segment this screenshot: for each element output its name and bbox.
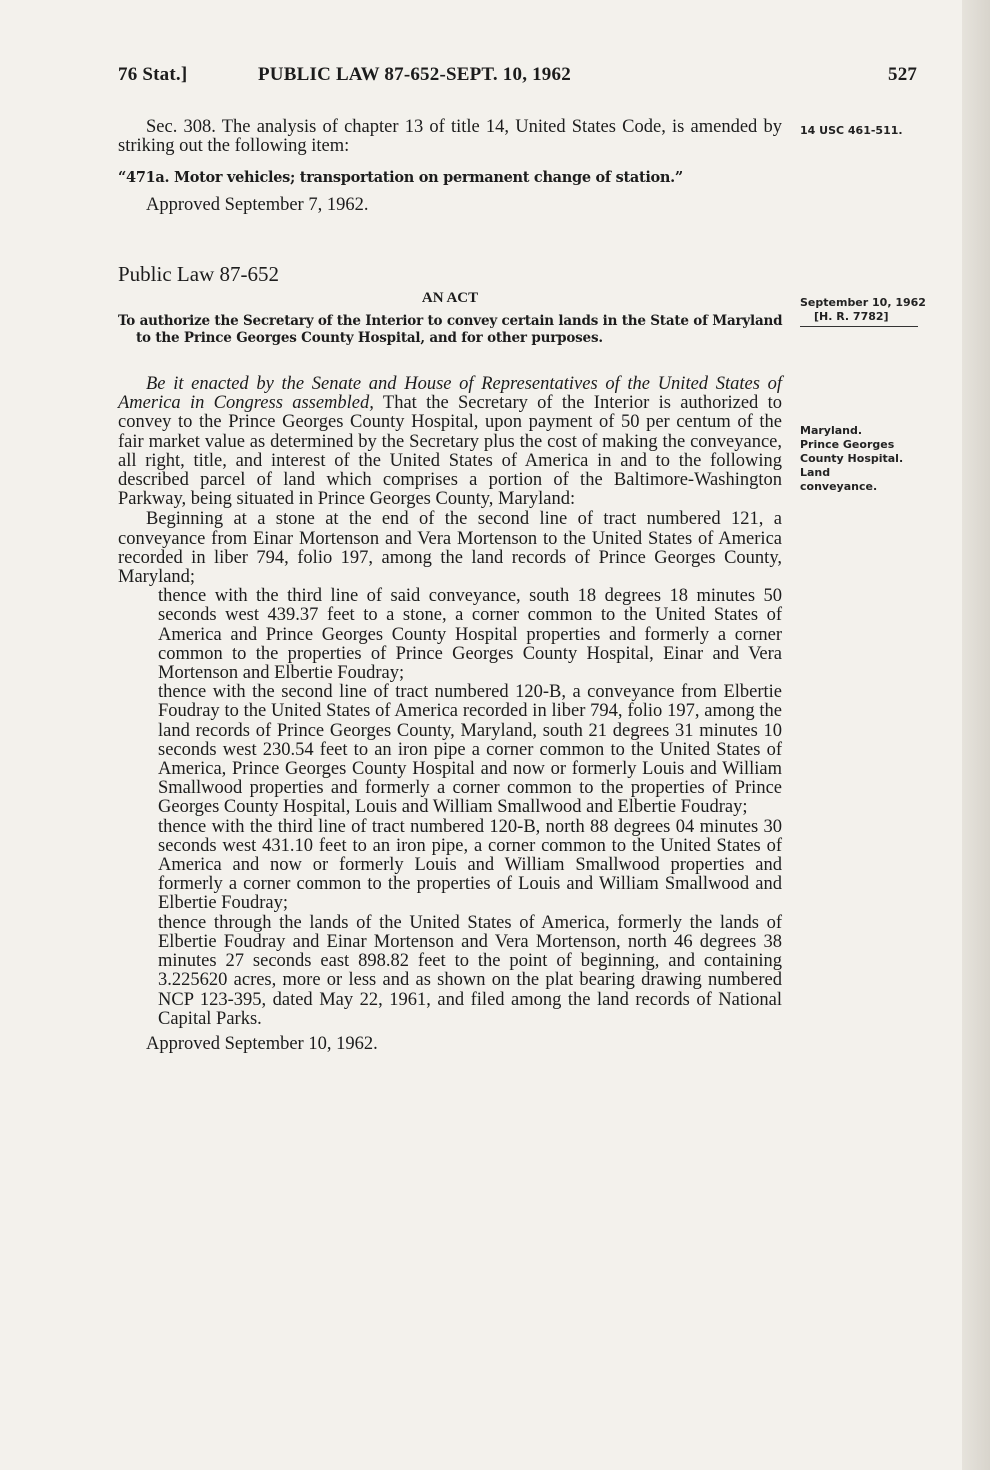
conveyance-authorization: That the Secretary of the Interior is authorized to convey to the Prince Georges County Hospital, upon payment of 50 per centum of the fair market value as determined by the Secretary plus the cost of making the conveyance, all right, title, and interest of the United States of America in and to the following described parcel of land which comprises a portion of the Baltimore-Washington Parkway, being situated in Prince Georges County, Maryland:	[118, 393, 782, 510]
margin-note-hospital: Prince Georges County Hospital.	[800, 438, 904, 465]
approval-line-1: Approved September 7, 1962.	[146, 194, 369, 215]
beginning-paragraph: Beginning at a stone at the end of the second line of tract numbered 121, a conveyance from Einar Mortenson and Vera Mortenson to the United States of America recorded in liber 794, folio 197, among the land records of Prince Georges County, Maryland;	[118, 509, 782, 588]
margin-note-conveyance: Land conveyance.	[800, 466, 878, 493]
running-title: PUBLIC LAW 87-652-SEPT. 10, 1962	[258, 64, 571, 85]
margin-note-bill: [H. R. 7782]	[814, 310, 889, 323]
enacting-clause: Be it enacted by the Senate and House of Representatives of the United States of America in Congress assembled,	[118, 374, 782, 414]
thence-paragraph-3: thence with the third line of tract numbered 120-B, north 88 degrees 04 minutes 30 seconds west 431.10 feet to an iron pipe, a corner common to the United States of America and now or formerly Louis and William Smallwood properties and formerly a corner common to the properties of Louis and William Smallwood and Elbertie Foudray;	[158, 816, 782, 914]
statute-reference: 76 Stat.]	[118, 64, 188, 85]
margin-note-usc: 14 USC 461-511.	[800, 124, 903, 137]
thence-paragraph-1: thence with the third line of said conveyance, south 18 degrees 18 minutes 50 seconds west 439.37 feet to a stone, a corner common to the United States of America and Prince Georges County Hospital properties and formerly a corner common to the properties of Prince Georges County Hospital, Einar and Vera Mortenson and Elbertie Foudray;	[158, 586, 782, 684]
approval-line-2: Approved September 10, 1962.	[146, 1033, 378, 1054]
section-308	[118, 118, 782, 215]
law-title: Public Law 87-652	[118, 262, 279, 286]
margin-note-maryland: Maryland.	[800, 424, 863, 437]
thence-paragraph-4: thence through the lands of the United States of America, formerly the lands of Elbertie Foudray and Einar Mortenson and Vera Mortenson, north 46 degrees 38 minutes 27 seconds east 898.82 feet to the point of beginning, and containing 3.225620 acres, more or less and as shown on the plat bearing drawing numbered NCP 123-395, dated May 22, 1961, and filed among the land records of National Capital Parks.	[158, 912, 782, 1029]
section-308-quote: “471a. Motor vehicles; transportation on permanent change of station.”	[118, 169, 683, 187]
margin-note-date: September 10, 1962	[800, 296, 926, 309]
margin-note-rule	[800, 326, 918, 327]
thence-paragraph-2: thence with the second line of tract numbered 120-B, a conveyance from Elbertie Foudray to the United States of America recorded in liber 794, folio 197, among the land records of Prince Georges County, Maryland, south 21 degrees 31 minutes 10 seconds west 230.54 feet to an iron pipe a corner common to the United States of America, Prince Georges County Hospital and now or formerly Louis and William Smallwood properties and formerly a corner common to the properties of Prince Georges County Hospital, Louis and William Smallwood and Elbertie Foudray;	[158, 682, 782, 818]
page-edge	[962, 0, 990, 1470]
page-number: 527	[888, 64, 918, 85]
act-purpose: To authorize the Secretary of the Interior to convey certain lands in the State of Maryland to the Prince Georges County Hospital, and for other purposes.	[118, 313, 783, 346]
enacting-paragraph	[118, 375, 782, 509]
section-308-text: Sec. 308. The analysis of chapter 13 of title 14, United States Code, is amended by striking out the following item:	[118, 117, 782, 157]
act-label: AN ACT	[421, 290, 479, 306]
act-body	[118, 375, 782, 1054]
